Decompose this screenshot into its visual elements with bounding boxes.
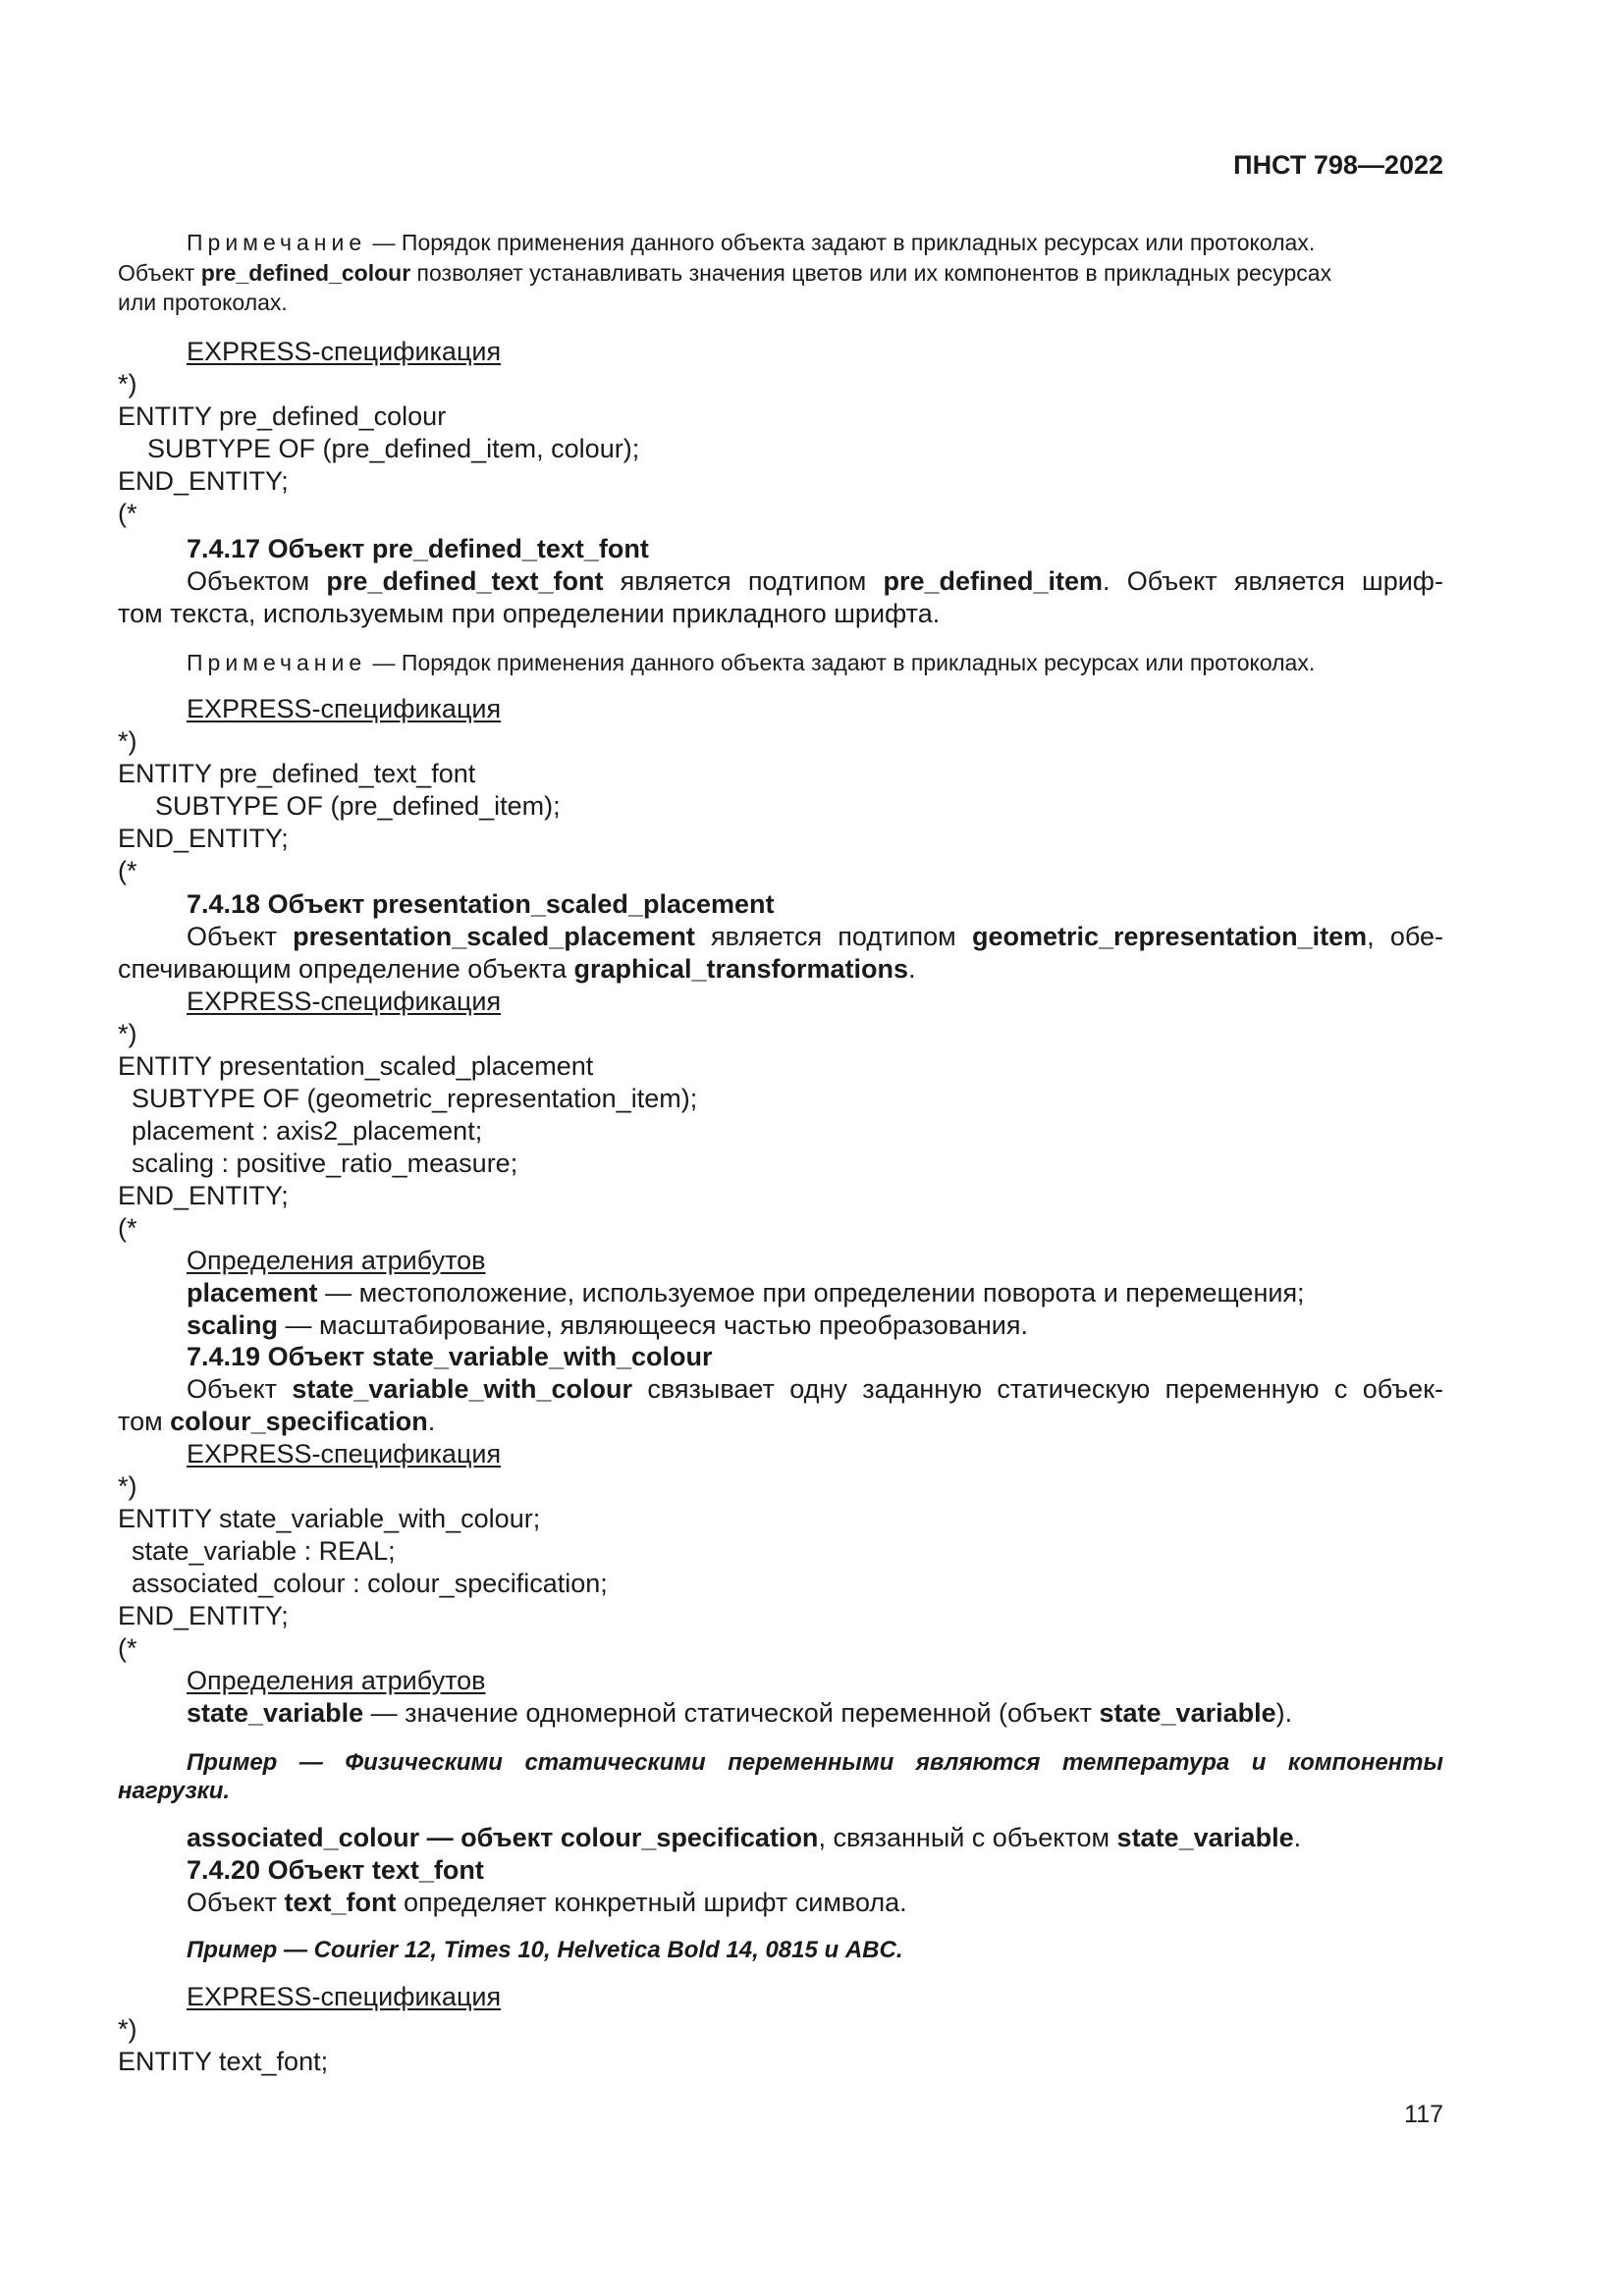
express-label: EXPRESS-спецификация	[187, 987, 502, 1016]
text: определяет конкретный шрифт символа.	[396, 1888, 907, 1917]
paragraph	[187, 565, 1443, 598]
paragraph	[118, 953, 916, 986]
code-line: END_ENTITY;	[118, 1601, 289, 1630]
text: — местоположение, используемое при определении поворота и перемещения;	[317, 1278, 1305, 1308]
code-line: ENTITY presentation_scaled_placement	[118, 1051, 594, 1081]
attribute-def	[187, 1309, 1028, 1342]
text: .	[427, 1407, 436, 1436]
paragraph	[187, 1373, 1443, 1406]
text: связывает одну заданную статическую переменную с объек-	[631, 1374, 1443, 1404]
code-line: *)	[118, 369, 137, 399]
attribute-name: placement	[187, 1278, 318, 1308]
entity-ref: pre_defined_item	[883, 566, 1104, 596]
text: том	[118, 1407, 171, 1436]
code-line: ENTITY pre_defined_text_font	[118, 759, 476, 788]
section-heading-7-4-20: 7.4.20 Объект text_font	[187, 1855, 484, 1885]
code-line: END_ENTITY;	[118, 466, 289, 496]
paragraph	[187, 921, 1443, 953]
code-line: placement : axis2_placement;	[132, 1116, 483, 1146]
code-line: (*	[118, 1213, 137, 1243]
code-line: (*	[118, 1633, 137, 1663]
code-line: (*	[118, 499, 137, 528]
code-line: SUBTYPE OF (geometric_representation_item);	[132, 1084, 698, 1113]
attribute-def	[187, 1277, 1305, 1309]
section-heading-7-4-19: 7.4.19 Объект state_variable_with_colour	[187, 1342, 713, 1371]
note-1-line-2	[118, 258, 1331, 288]
text: спечивающим определение объекта	[118, 954, 574, 984]
express-label: EXPRESS-спецификация	[187, 694, 502, 723]
code-line: associated_colour : colour_specification;	[132, 1569, 608, 1598]
paragraph	[118, 1406, 435, 1438]
section-heading-7-4-18: 7.4.18 Объект presentation_scaled_placement	[187, 889, 775, 919]
code-line: *)	[118, 1471, 137, 1501]
code-line: state_variable : REAL;	[132, 1536, 396, 1566]
text: Объект	[118, 260, 201, 286]
attribute-name: state_variable	[187, 1698, 364, 1728]
text: — значение одномерной статической переменной (объект	[363, 1698, 1100, 1728]
entity-ref: state_variable	[1116, 1823, 1294, 1852]
page-number: 117	[1404, 2101, 1443, 2128]
code-line: *)	[118, 2014, 137, 2044]
text: — масштабирование, являющееся частью преобразования.	[278, 1310, 1028, 1340]
text: , связанный с объектом	[818, 1823, 1117, 1852]
attribute-def	[187, 1822, 1301, 1854]
note-label: Примечание	[187, 650, 367, 675]
code-line: END_ENTITY;	[118, 1181, 289, 1210]
attribute-def	[187, 1697, 1292, 1730]
entity-ref: text_font	[284, 1888, 397, 1917]
text: — объект	[419, 1823, 561, 1852]
entity-ref: geometric_representation_item	[971, 922, 1368, 951]
attribute-name: associated_colour	[187, 1823, 420, 1852]
note-2	[187, 648, 1315, 677]
code-line: (*	[118, 856, 137, 885]
entity-ref: pre_defined_colour	[200, 260, 411, 286]
text: Объект	[187, 1888, 285, 1917]
standard-header: ПНСТ 798—2022	[1233, 150, 1443, 180]
text: .	[1293, 1823, 1302, 1852]
entity-ref: pre_defined_text_font	[326, 566, 604, 596]
code-line: scaling : positive_ratio_measure;	[132, 1148, 518, 1178]
attribute-name: scaling	[187, 1310, 279, 1340]
entity-ref: colour_specification	[560, 1823, 819, 1852]
paragraph	[187, 1887, 907, 1919]
note-1-line-3: или протоколах.	[118, 290, 288, 315]
text: позволяет устанавливать значения цветов или их компонентов в прикладных ресурсах	[410, 260, 1332, 286]
note-text: — Порядок применения данного объекта задают в прикладных ресурсах или протоколах.	[366, 230, 1316, 255]
code-line: ENTITY text_font;	[118, 2047, 329, 2076]
example: Пример — Courier 12, Times 10, Helvetica Bold 14, 0815 и ABC.	[187, 1937, 903, 1963]
express-label: EXPRESS-спецификация	[187, 337, 502, 366]
attributes-label: Определения атрибутов	[187, 1246, 486, 1275]
text: Объект	[187, 922, 294, 951]
entity-ref: state_variable	[1099, 1698, 1276, 1728]
paragraph: том текста, используемым при определении прикладного шрифта.	[118, 599, 941, 628]
note-text: — Порядок применения данного объекта задают в прикладных ресурсах или протоколах.	[366, 650, 1316, 675]
code-line: *)	[118, 726, 137, 756]
text: .	[908, 954, 916, 984]
note-1-line-1	[187, 228, 1315, 257]
text: Объект	[187, 1374, 293, 1404]
express-label: EXPRESS-спецификация	[187, 1982, 502, 2011]
example-line-2: нагрузки.	[118, 1778, 231, 1804]
express-label: EXPRESS-спецификация	[187, 1439, 502, 1468]
code-line: END_ENTITY;	[118, 824, 289, 853]
code-line: SUBTYPE OF (pre_defined_item);	[155, 791, 561, 821]
attributes-label: Определения атрибутов	[187, 1666, 486, 1695]
text: является подтипом	[694, 922, 972, 951]
code-line: ENTITY pre_defined_colour	[118, 401, 447, 431]
note-label: Примечание	[187, 230, 367, 255]
entity-ref: presentation_scaled_placement	[293, 922, 695, 951]
code-line: *)	[118, 1019, 137, 1048]
text: Объектом	[187, 566, 327, 596]
text: ).	[1275, 1698, 1293, 1728]
code-line: ENTITY state_variable_with_colour;	[118, 1504, 541, 1533]
entity-ref: graphical_transformations	[573, 954, 909, 984]
example-line-1: Пример — Физическими статическими переменными являются температура и компоненты	[187, 1749, 1443, 1776]
text: является подтипом	[603, 566, 884, 596]
text: . Объект является шриф-	[1103, 566, 1443, 596]
entity-ref: colour_specification	[170, 1407, 428, 1436]
code-line: SUBTYPE OF (pre_defined_item, colour);	[147, 434, 640, 463]
entity-ref: state_variable_with_colour	[292, 1374, 632, 1404]
text: , обе-	[1367, 922, 1444, 951]
section-heading-7-4-17: 7.4.17 Объект pre_defined_text_font	[187, 534, 649, 563]
